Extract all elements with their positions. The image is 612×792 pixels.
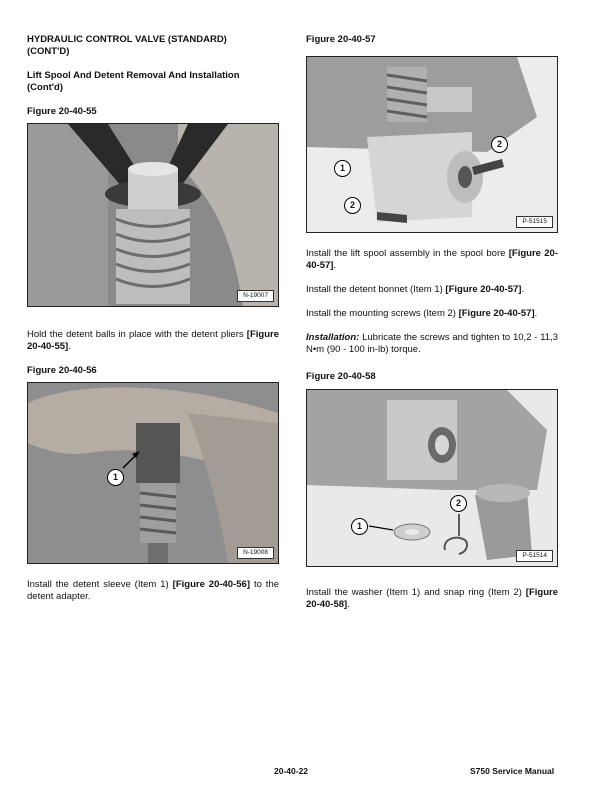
figure-reference: [Figure 20-40-56]: [172, 579, 250, 590]
instruction-text: Hold the detent balls in place with the detent pliers [Figure 20-40-55].: [27, 329, 279, 352]
callout-item-1: 1: [351, 518, 368, 535]
figure-code: P-51515: [516, 216, 553, 228]
right-column: [306, 34, 558, 611]
figure-20-40-57-photo: [306, 56, 558, 233]
callout-item-2: 2: [450, 495, 467, 512]
figure-code: N-19007: [237, 290, 274, 302]
callout-item-2: 2: [344, 197, 361, 214]
figure-20-40-56-photo: [27, 382, 279, 564]
callout-item-1: 1: [107, 469, 124, 486]
section-subheading: Lift Spool And Detent Removal And Installation (Cont'd): [27, 70, 240, 93]
instruction-text: Install the detent bonnet (Item 1) [Figure 20-40-57].: [306, 284, 525, 295]
left-column: [27, 34, 279, 603]
figure-20-40-58-photo: [306, 389, 558, 567]
figure-reference: [Figure 20-40-57]: [458, 308, 535, 319]
figure-reference: [Figure 20-40-57]: [445, 284, 522, 295]
figure-reference: [Figure 20-40-57]: [306, 248, 558, 271]
figure-reference: [Figure 20-40-58]: [306, 587, 558, 610]
figure-code: P-51514: [516, 550, 553, 562]
instruction-text: Install the lift spool assembly in the spool bore [Figure 20-40-57].: [306, 248, 558, 271]
callout-item-2: 2: [491, 136, 508, 153]
figure-title: Figure 20-40-55: [27, 106, 97, 117]
manual-title: S750 Service Manual: [470, 766, 555, 776]
section-heading: HYDRAULIC CONTROL VALVE (STANDARD) (CONT'D): [27, 34, 227, 57]
instruction-text: Install the washer (Item 1) and snap ring (Item 2) [Figure 20-40-58].: [306, 587, 558, 610]
figure-20-40-55-photo: [27, 123, 279, 307]
figure-title: Figure 20-40-58: [306, 371, 376, 382]
figure-reference: [Figure 20-40-55]: [27, 329, 279, 352]
figure-title: Figure 20-40-57: [306, 34, 376, 45]
figure-title: Figure 20-40-56: [27, 365, 97, 376]
figure-code: N-19008: [237, 547, 274, 559]
installation-note: Installation: Lubricate the screws and tighten to 10,2 - 11,3 N•m (90 - 100 in-lb) torque.: [306, 332, 558, 355]
instruction-text: Install the detent sleeve (Item 1) [Figure 20-40-56] to the detent adapter.: [27, 579, 280, 602]
note-label: Installation:: [306, 332, 360, 343]
page-number: 20-40-22: [274, 766, 309, 776]
callout-item-1: 1: [334, 160, 351, 177]
instruction-text: Install the mounting screws (Item 2) [Figure 20-40-57].: [306, 308, 538, 319]
